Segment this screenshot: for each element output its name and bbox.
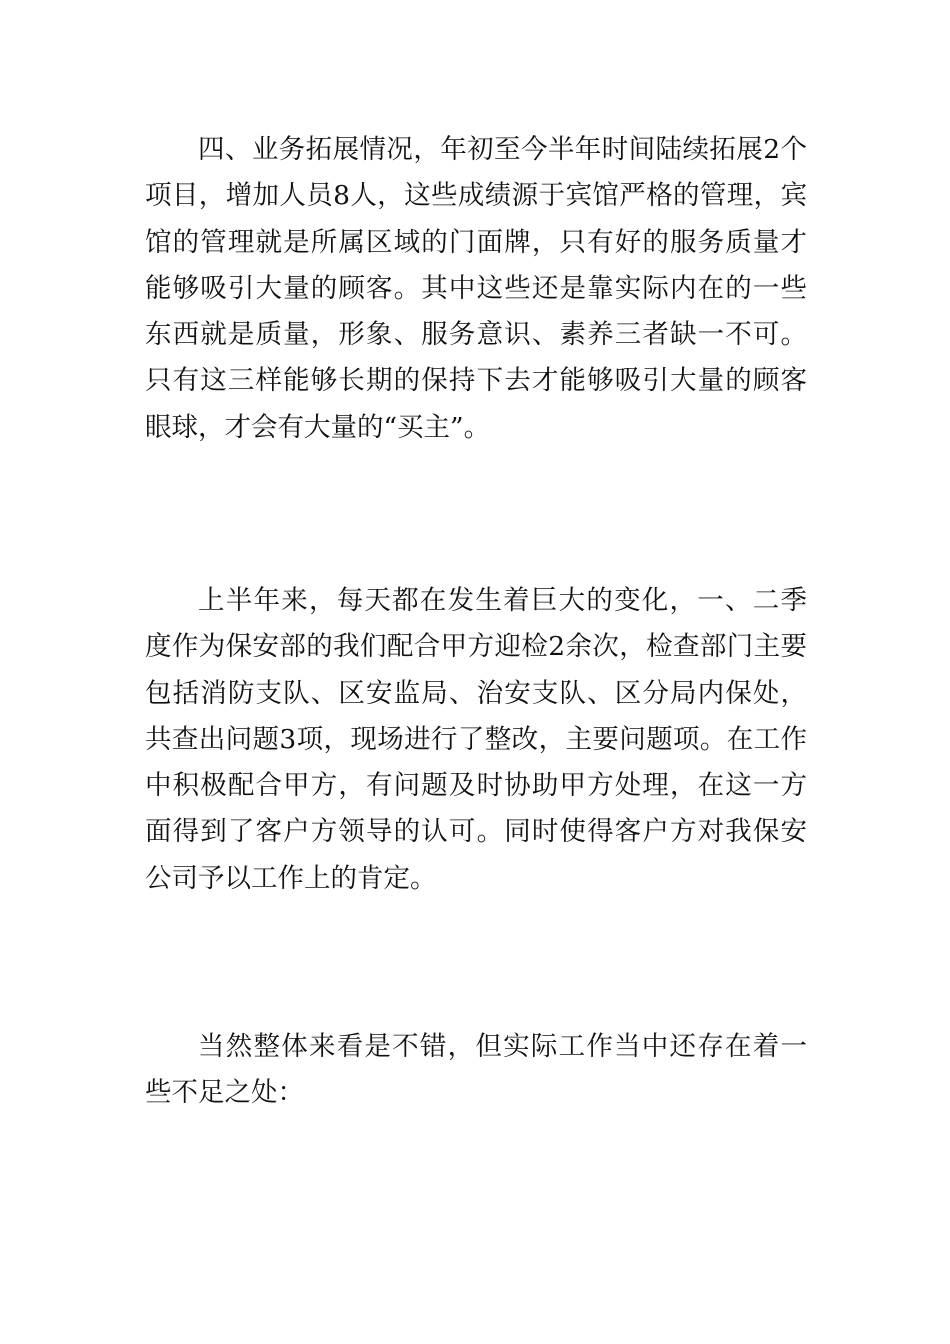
paragraph-half-year-inspections: 上半年来，每天都在发生着巨大的变化，一、二季度作为保安部的我们配合甲方迎检2余次，检查部门主要包括消防支队、区安监局、治安支队、区分局内保处，共查出问题3项，现场进行了整改，主要问题项。在工作中积极配合甲方，有问题及时协助甲方处理，在这一方面得到了客户方领导的认可。同时使得客户方对我保安公司予以工作上的肯定。 [145,585,807,894]
paragraph-shortcomings-intro: 当然整体来看是不错，但实际工作当中还存在着一些不足之处： [145,1031,807,1109]
paragraph-business-expansion: 四、业务拓展情况，年初至今半年时间陆续拓展2个项目，增加人员8人，这些成绩源于宾馆严格的管理，宾馆的管理就是所属区域的门面牌，只有好的服务质量才能够吸引大量的顾客。其中这些还是靠实际内在的一些东西就是质量，形象、服务意识、素养三者缺一不可。只有这三样能够长期的保持下去才能够吸引大量的顾客眼球，才会有大量的“买主”。 [145,134,807,443]
